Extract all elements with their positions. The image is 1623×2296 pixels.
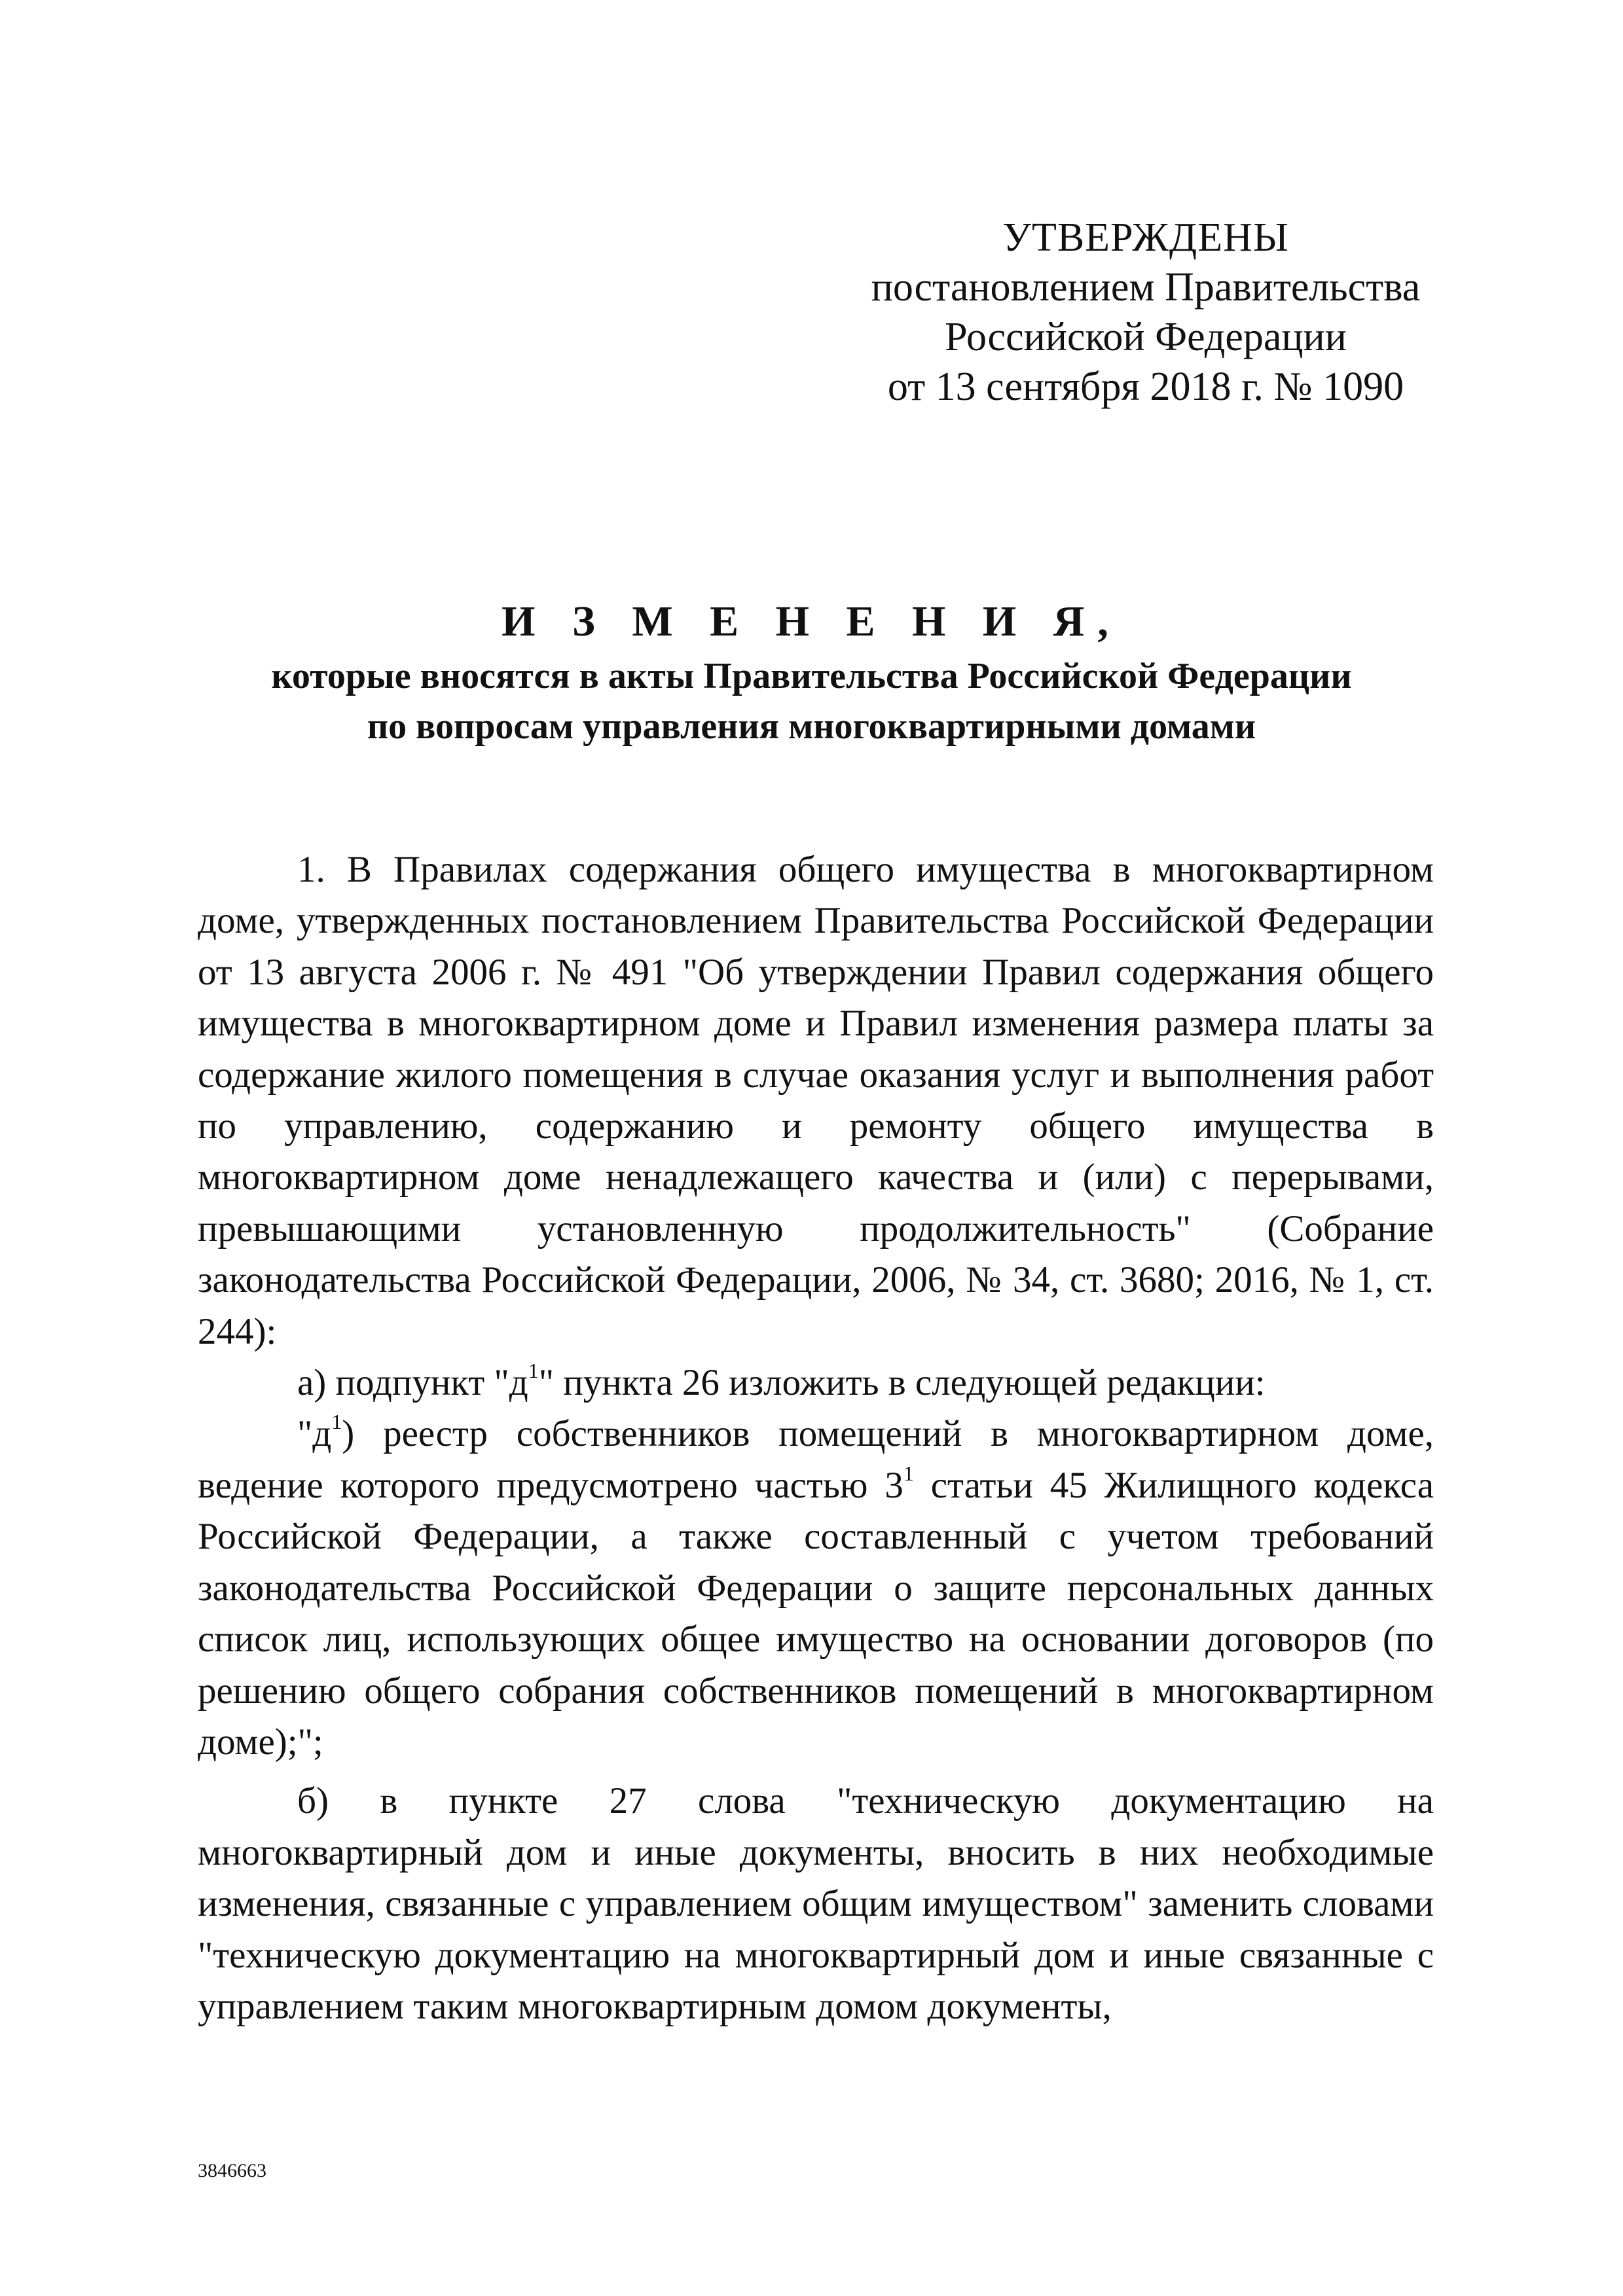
paragraph-3-part-a: "д [297,1413,332,1455]
superscript: 1 [903,1461,914,1485]
approval-date-number: от 13 сентября 2018 г. № 1090 [887,365,1404,409]
document-code: 3846663 [198,2160,266,2181]
approved-label: УТВЕРЖДЕНЫ [1002,215,1289,260]
paragraph-3-part-c: статьи 45 Жилищного кодекса Российской Федерации, а также составленный с учетом требований законодательства Российской Федерации о защите персональных данных список лиц, использующих общее имущество на основании договоров (по решению общего собрания собственников помещений в многоквартирном доме);"; [198,1464,1434,1763]
paragraph-3 [198,1408,1434,1768]
approval-stamp [851,213,1440,412]
paragraph-3-part-b: ) реестр собственников помещений в многоквартирном доме, ведение которого предусмотрено частью 3 [198,1413,1434,1506]
paragraph-2-part-a: а) подпункт "д [297,1362,528,1404]
document-subtitle-line-1: которые вносятся в акты Правительства Российской Федерации [271,656,1352,696]
document-subtitle-line-2: по вопросам управления многоквартирными домами [367,706,1256,747]
document-subtitle [164,651,1459,752]
superscript: 1 [331,1410,342,1434]
document-title-block [164,592,1459,752]
paragraph-4: б) в пункте 27 слова "техническую документацию на многоквартирный дом и иные документы, вносить в них необходимые изменения, связанные с управлением общим имуществом" заменить словами "техническую документацию на многоквартирный дом и иные связанные с управлением таким многоквартирным домом документы, [198,1780,1434,2027]
document-body [198,844,1434,2032]
document-title: И З М Е Н Е Н И Я, [501,598,1122,645]
approval-issuer: постановлением Правительства [871,265,1421,310]
paragraph-2-part-b: " пункта 26 изложить в следующей редакции: [538,1362,1266,1404]
paragraph-2 [198,1357,1434,1408]
superscript: 1 [528,1359,539,1383]
approval-country: Российской Федерации [945,315,1347,359]
paragraph-1: 1. В Правилах содержания общего имущества в многоквартирном доме, утвержденных постановлением Правительства Российской Федерации от 13 августа 2006 г. № 491 "Об утверждении Правил содержания общего имущества в многоквартирном доме и Правил изменения размера платы за содержание жилого помещения в случае оказания услуг и выполнения работ по управлению, содержанию и ремонту общего имущества в многоквартирном доме ненадлежащего качества и (или) с перерывами, превышающими установленную продолжительность" (Собрание законодательства Российской Федерации, 2006, № 34, ст. 3680; 2016, № 1, ст. 244): [198,849,1434,1352]
